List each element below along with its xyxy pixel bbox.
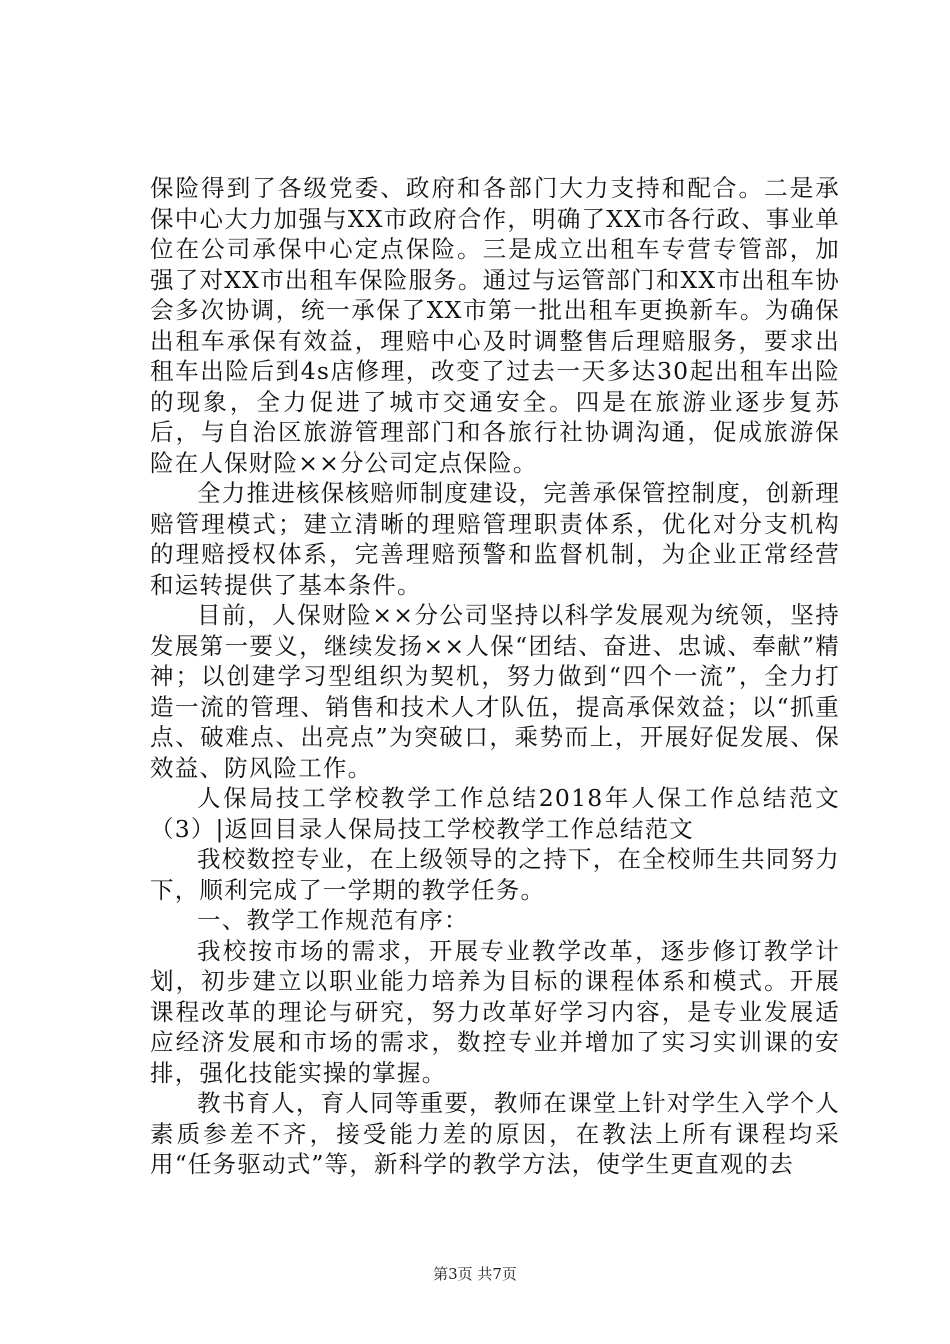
paragraph-5: 我校数控专业，在上级领导的之持下，在全校师生共同努力下，顺利完成了一学期的教学任务。 [150, 845, 840, 904]
paragraph-8: 教书育人，育人同等重要，教师在课堂上针对学生入学个人素质参差不齐，接受能力差的原因，在教法上所有课程均采用“任务驱动式”等，新科学的教学方法，使学生更直观的去 [150, 1089, 840, 1178]
subheading: 一、教学工作规范有序： [197, 906, 469, 934]
paragraph-7: 我校按市场的需求，开展专业教学改革，逐步修订教学计划，初步建立以职业能力培养为目标的课程体系和模式。开展课程改革的理论与研究，努力改革好学习内容，是专业发展适应经济发展和市场的需求，数控专业并增加了实习实训课的安排，强化技能实操的掌握。 [150, 936, 840, 1087]
paragraph-2: 全力推进核保核赔师制度建设，完善承保管控制度，创新理赔管理模式；建立清晰的理赔管理职责体系，优化对分支机构的理赔授权体系，完善理赔预警和监督机制，为企业正常经营和运转提供了基本条件。 [150, 479, 840, 599]
page-number-footer: 第3页 共7页 [433, 1265, 517, 1283]
section-heading: 人保局技工学校教学工作总结2018年人保工作总结范文（3）|返回目录人保局技工学校教学工作总结范文 [150, 784, 840, 843]
document-body [150, 173, 840, 1180]
paragraph-1: 保险得到了各级党委、政府和各部门大力支持和配合。二是承保中心大力加强与XX市政府合作，明确了XX市各行政、事业单位在公司承保中心定点保险。三是成立出租车专营专管部，加强了对XX市出租车保险服务。通过与运管部门和XX市出租车协会多次协调，统一承保了XX市第一批出租车更换新车。为确保出租车承保有效益，理赔中心及时调整售后理赔服务，要求出租车出险后到4s店修理，改变了过去一天多达30起出租车出险的现象，全力促进了城市交通安全。四是在旅游业逐步复苏后，与自治区旅游管理部门和各旅行社协调沟通，促成旅游保险在人保财险××分公司定点保险。 [150, 174, 840, 477]
paragraph-3: 目前，人保财险××分公司坚持以科学发展观为统领，坚持发展第一要义，继续发扬××人保“团结、奋进、忠诚、奉献”精神；以创建学习型组织为契机，努力做到“四个一流”，全力打造一流的管理、销售和技术人才队伍，提高承保效益；以“抓重点、破难点、出亮点”为突破口，乘势而上，开展好促发展、保效益、防风险工作。 [150, 601, 840, 782]
